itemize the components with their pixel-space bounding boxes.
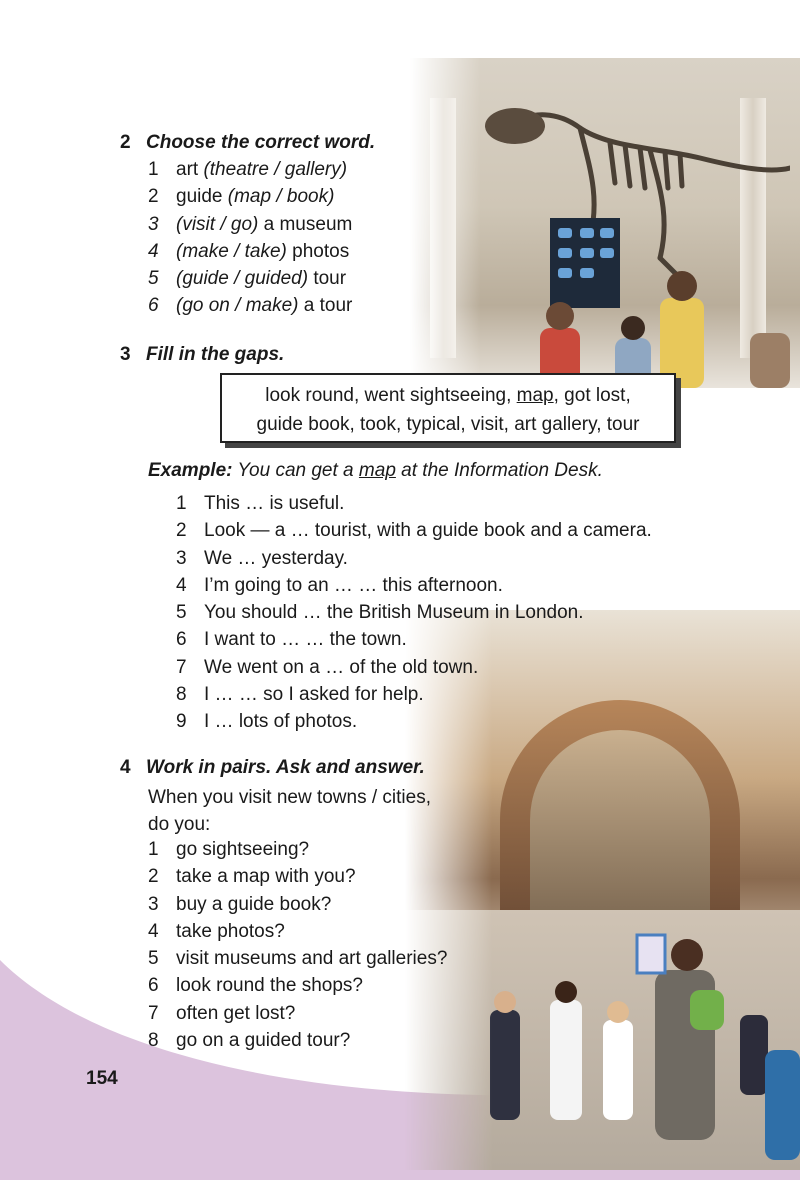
list-item: 1 This … is useful. [176,493,345,514]
list-item: 6 look round the shops? [148,975,363,997]
exercise-3-heading [120,344,284,366]
list-item: 6 I want to … … the town. [176,629,407,651]
list-item: 4 take photos? [148,920,285,942]
list-item: 8 I … … so I asked for help. [176,684,424,706]
list-item: 7 often get lost? [148,1002,296,1024]
list-item: 5 (guide / guided) tour [148,268,347,290]
list-item: 1 go sightseeing? [148,839,310,860]
museum-dinosaur-photo [410,58,800,388]
word-box-line-1: look round, went sightseeing, map, got lost, [265,385,631,406]
exercise-2-heading [120,132,375,154]
exercise-3-title: Fill in the gaps. [146,344,285,365]
visitors-graphic [410,268,800,388]
list-item: 8 go on a guided tour? [148,1030,351,1052]
exercise-4-list [148,836,447,1054]
word-box-line-2: guide book, took, typical, visit, art gallery, tour [256,414,640,435]
exercise-3-list [176,490,652,736]
list-item: 6 (go on / make) a tour [148,295,353,317]
exercise-3-number: 3 [120,344,131,365]
exercise-4-intro: When you visit new towns / cities, do you: [148,787,431,835]
exercise-4-title: Work in pairs. Ask and answer. [146,757,425,778]
list-item: 7 We went on a … of the old town. [176,656,479,678]
list-item: 1 art (theatre / gallery) [148,159,348,180]
list-item: 5 visit museums and art galleries? [148,948,448,970]
exercise-2-title: Choose the correct word. [146,132,376,153]
list-item: 4 I’m going to an … … this afternoon. [176,574,503,596]
exercise-2-list [148,156,352,320]
exercise-2-number: 2 [120,132,131,153]
word-box [220,373,676,443]
exercise-4-heading [120,757,425,779]
page-number: 154 [86,1068,118,1089]
list-item: 2 take a map with you? [148,866,356,888]
dinosaur-skeleton-graphic [470,88,790,288]
list-item: 2 Look — a … tourist, with a guide book and a camera. [176,520,652,542]
list-item: 9 I … lots of photos. [176,711,358,733]
list-item: 3 (visit / go) a museum [148,213,353,235]
list-item: 3 We … yesterday. [176,547,348,569]
list-item: 2 guide (map / book) [148,186,335,208]
list-item: 5 You should … the British Museum in London. [176,602,584,624]
list-item: 3 buy a guide book? [148,893,332,915]
exercise-4-number: 4 [120,757,131,778]
list-item: 4 (make / take) photos [148,240,350,262]
example-sentence: Example: You can get a map at the Information Desk. [148,460,603,481]
